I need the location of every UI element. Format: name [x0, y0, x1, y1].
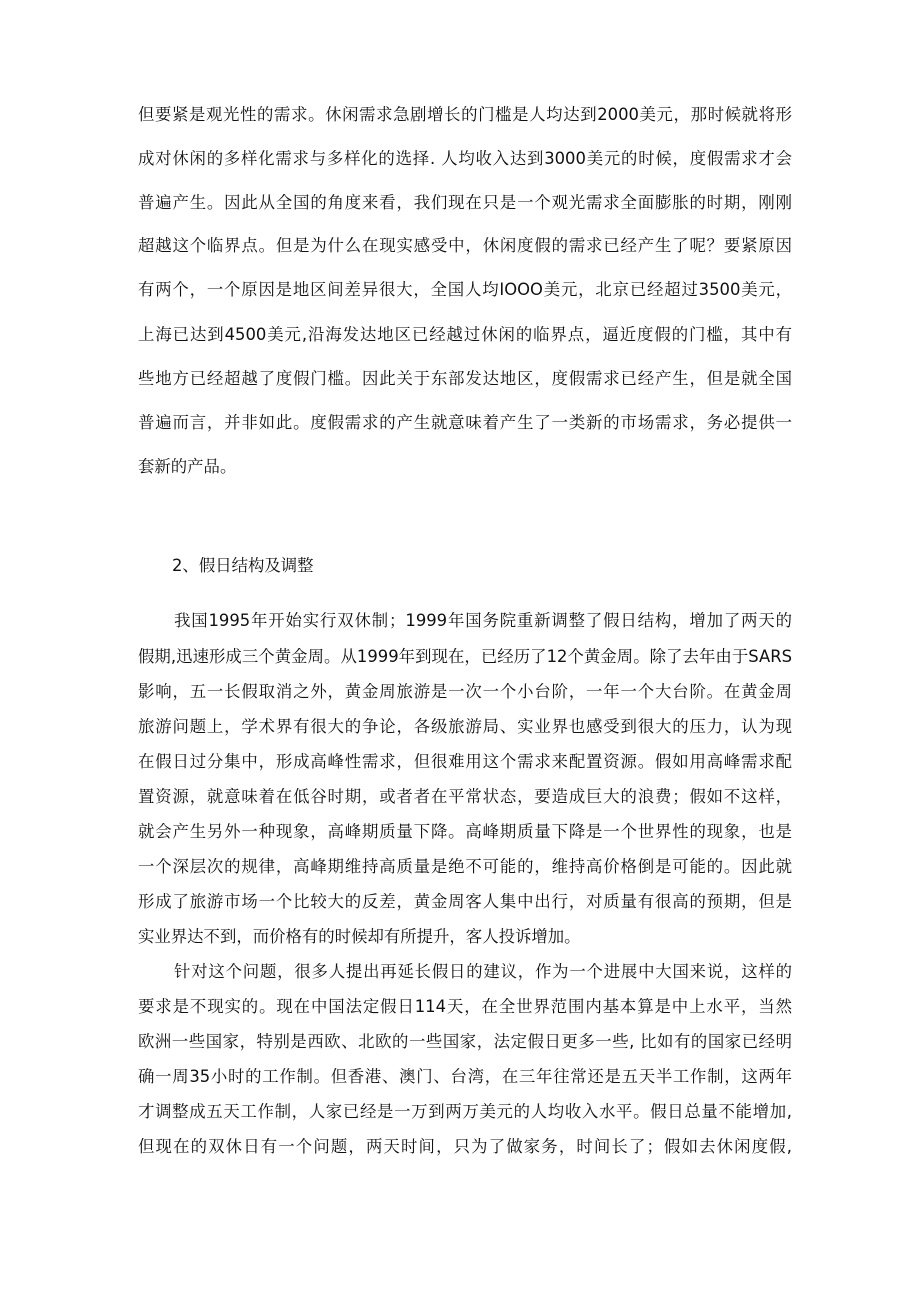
paragraph-line: 就会产生另外一种现象，高峰期质量下降。高峰期质量下降是一个世界性的现象，也是 [138, 822, 792, 841]
paragraph-line: 形成了旅游市场一个比较大的反差，黄金周客人集中出行，对质量有很高的预期，但是 [138, 892, 792, 911]
section-heading: 2、假日结构及调整 [172, 556, 314, 575]
paragraph-line: 针对这个问题，很多人提出再延长假日的建议，作为一个进展中大国来说，这样的 [174, 962, 792, 981]
paragraph-line: 假期,迅速形成三个黄金周。从1999年到现在，已经历了12个黄金周。除了去年由于SARS [138, 647, 792, 666]
paragraph-line: 才调整成五天工作制，人家已经是一万到两万美元的人均收入水平。假日总量不能增加, [138, 1102, 792, 1121]
paragraph-line: 在假日过分集中，形成高峰性需求，但很难用这个需求来配置资源。假如用高峰需求配 [138, 752, 792, 771]
paragraph-line: 要求是不现实的。现在中国法定假日114天，在全世界范围内基本算是中上水平，当然 [138, 997, 792, 1016]
paragraph-line: 普遍产生。因此从全国的角度来看，我们现在只是一个观光需求全面膨胀的时期，刚刚 [138, 193, 792, 212]
paragraph-line: 一个深层次的规律，高峰期维持高质量是绝不可能的，维持高价格倒是可能的。因此就 [138, 857, 792, 876]
paragraph-line: 套新的产品。 [138, 457, 237, 476]
paragraph-line: 但要紧是观光性的需求。休闲需求急剧增长的门槛是人均达到2000美元，那时候就将形 [138, 105, 792, 124]
paragraph-line: 有两个，一个原因是地区间差异很大，全国人均IOOO美元，北京已经超过3500美元， [138, 280, 792, 299]
paragraph-line: 些地方已经超越了度假门槛。因此关于东部发达地区，度假需求已经产生，但是就全国 [138, 369, 792, 388]
paragraph-line: 确一周35小时的工作制。但香港、澳门、台湾，在三年往常还是五天半工作制，这两年 [138, 1067, 792, 1086]
paragraph-line: 成对休闲的多样化需求与多样化的选择. 人均收入达到3000美元的时候，度假需求才会 [138, 149, 792, 168]
paragraph-line: 但现在的双休日有一个问题，两天时间，只为了做家务，时间长了；假如去休闲度假, [138, 1137, 792, 1156]
paragraph-line: 置资源，就意味着在低谷时期，或者者在平常状态，要造成巨大的浪费；假如不这样， [138, 787, 792, 806]
paragraph-line: 上海已达到4500美元,沿海发达地区已经越过休闲的临界点，逼近度假的门槛，其中有 [138, 325, 792, 344]
paragraph-line: 实业界达不到，而价格有的时候却有所提升，客人投诉增加。 [138, 927, 581, 946]
paragraph-line: 我国1995年开始实行双休制；1999年国务院重新调整了假日结构，增加了两天的 [174, 611, 792, 630]
paragraph-line: 欧洲一些国家，特别是西欧、北欧的一些国家，法定假日更多一些, 比如有的国家已经明 [138, 1032, 792, 1051]
paragraph-line: 影响，五一长假取消之外，黄金周旅游是一次一个小台阶，一年一个大台阶。在黄金周 [138, 682, 792, 701]
paragraph-line: 超越这个临界点。但是为什么在现实感受中，休闲度假的需求已经产生了呢？要紧原因 [138, 236, 792, 255]
paragraph-line: 普遍而言，并非如此。度假需求的产生就意味着产生了一类新的市场需求，务必提供一 [138, 413, 792, 432]
paragraph-line: 旅游问题上，学术界有很大的争论，各级旅游局、实业界也感受到很大的压力，认为现 [138, 717, 792, 736]
